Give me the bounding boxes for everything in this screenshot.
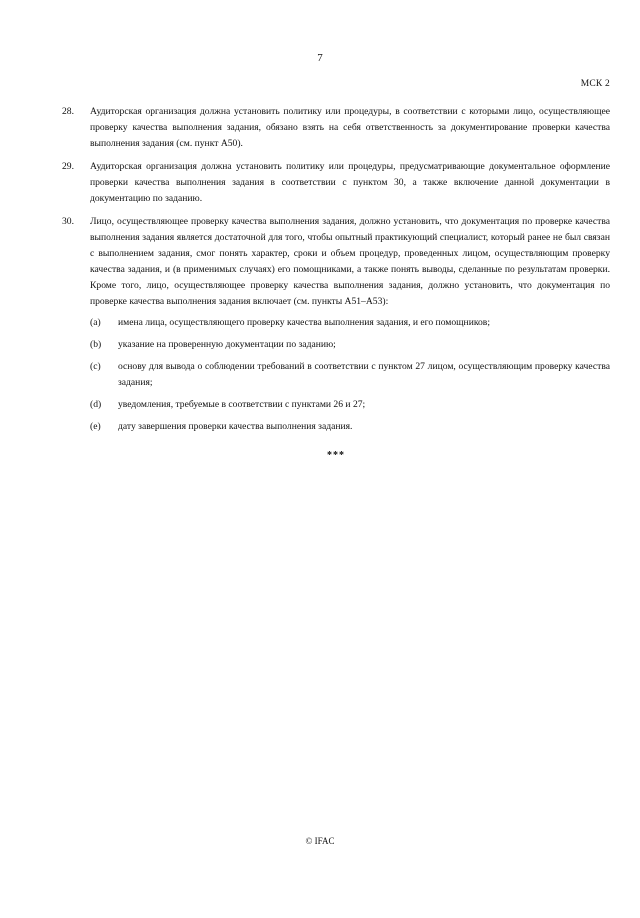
paragraph-28 — [62, 104, 610, 152]
list-item-label: (e) — [90, 421, 101, 432]
list-item — [90, 397, 610, 413]
paragraph-text: Аудиторская организация должна установить политику или процедуры, предусматривающие документальное оформление проверки качества выполнения задания в соответствии с пунктом 30, а также включение данной документации в документацию по заданию. — [90, 161, 610, 204]
paragraph-number: 30. — [62, 216, 74, 227]
copyright-footer: © IFAC — [305, 836, 335, 846]
list-item-text: имена лица, осуществляющего проверку качества выполнения задания, и его помощников; — [118, 317, 490, 328]
list-item — [90, 337, 610, 353]
paragraph-number: 28. — [62, 106, 74, 117]
page-number: 7 — [317, 52, 323, 64]
paragraph-29 — [62, 159, 610, 207]
list-item — [90, 315, 610, 331]
list-item-text: уведомления, требуемые в соответствии с пунктами 26 и 27; — [118, 399, 366, 410]
paragraph-text — [90, 214, 610, 441]
document-code: МСК 2 — [580, 79, 610, 89]
list-item-text: основу для вывода о соблюдении требований в соответствии с пунктом 27 лицом, осуществляющим проверку качества задания; — [118, 361, 610, 388]
list-item-label: (b) — [90, 339, 102, 350]
list-item-text: указание на проверенную документации по заданию; — [118, 339, 336, 350]
list-item-label: (c) — [90, 361, 101, 372]
document-body — [62, 104, 610, 464]
list-item — [90, 419, 610, 435]
list-item — [90, 359, 610, 391]
list-item-label: (a) — [90, 317, 101, 328]
paragraph-30 — [62, 214, 610, 441]
list-item-text: дату завершения проверки качества выполнения задания. — [118, 421, 353, 432]
subitem-list — [90, 315, 610, 435]
paragraph-number: 29. — [62, 161, 74, 172]
paragraph-text: Аудиторская организация должна установить политику или процедуры, в соответствии с которыми лицо, осуществляющее проверку качества выполнения задания, обязано взять на себя ответственность за документирование проверки качества выполнения задания (см. пункт A50). — [90, 106, 610, 149]
paragraph-30-text: Лицо, осуществляющее проверку качества выполнения задания, должно установить, что документация по проверке качества выполнения задания является достаточной для того, чтобы опытный практикующий специалист, который ранее не был связан с выполнением задания, смог понять характер, сроки и объем процедур, проведенных лицом, осуществляющим проверку качества задания, и (в применимых случаях) его помощниками, а также понять выводы, сделанные по результатам проверки. Кроме того, лицо, осуществляющее проверку качества выполнения задания, должно установить, что документация по проверке качества выполнения задания включает (см. пункты A51–A53): — [90, 216, 610, 307]
list-item-label: (d) — [90, 399, 102, 410]
section-separator: *** — [327, 450, 345, 461]
